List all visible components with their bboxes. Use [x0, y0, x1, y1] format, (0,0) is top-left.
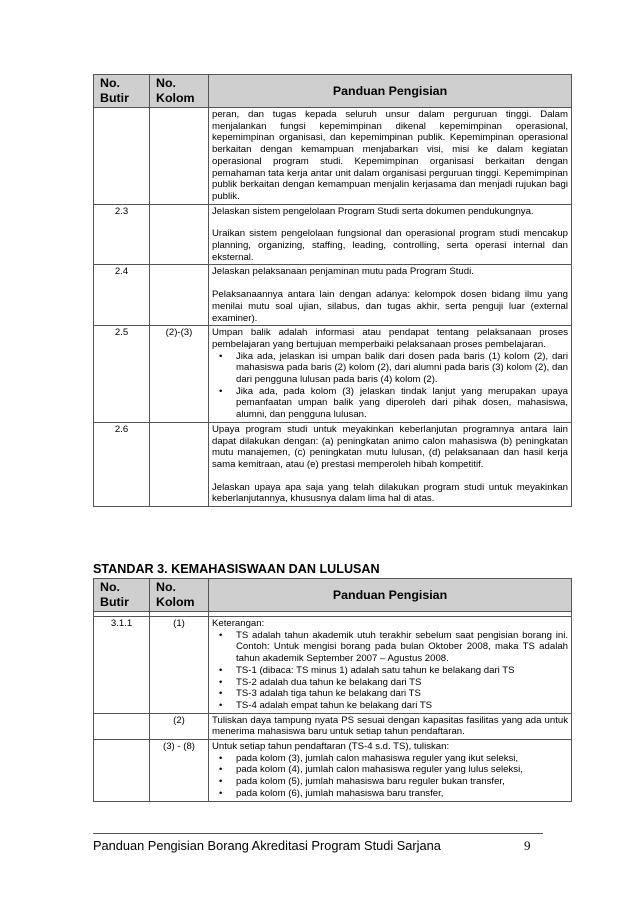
guidance-paragraph: Pelaksanaannya antara lain dengan adanya: kelompok dosen bidang ilmu yang menilai mutu soal ujian, silabus, dan tugas akhir, serta penguji luar (external examiner). — [212, 289, 568, 324]
guidance-table-standar-3 — [93, 578, 572, 802]
cell-panduan — [209, 326, 572, 423]
cell-no-butir: 2.5 — [94, 326, 150, 423]
header-no-kolom: No. Kolom — [150, 579, 209, 612]
table-row — [94, 422, 572, 506]
table-row — [94, 326, 572, 423]
cell-no-butir — [94, 108, 150, 205]
guidance-paragraph: Upaya program studi untuk meyakinkan keberlanjutan programnya antara lain dapat dilakukan dengan: (a) peningkatan animo calon mahasiswa (b) peningkatan mutu manajemen, (c) peningkatan mutu lulusan, (d) pelaksanaan dan hasil kerja sama kemitraan, atau (e) prestasi memperoleh hibah kompetitif. — [212, 423, 568, 470]
bullet-item: • TS-1 (dibaca: TS minus 1) adalah satu tahun ke belakang dari TS — [212, 665, 568, 677]
cell-panduan — [209, 108, 572, 205]
bullet-item: • TS-2 adalah dua tahun ke belakang dari TS — [212, 677, 568, 689]
section-title: STANDAR 3. KEMAHASISWAAN DAN LULUSAN — [93, 562, 380, 576]
table-row — [94, 204, 572, 265]
table-body — [94, 612, 572, 802]
bullet-item: • Jika ada, jelaskan isi umpan balik dari dosen pada baris (1) kolom (2), dari mahasiswa pada baris (2) kolom (2), dari alumni pada baris (3) kolom (2), dan dari pengguna lulusan pada baris (4) kolom (2). — [212, 351, 568, 386]
cell-panduan — [209, 713, 572, 739]
cell-no-butir: 3.1.1 — [94, 617, 150, 714]
bullet-item: • pada kolom (6), jumlah mahasiswa baru transfer, — [212, 788, 568, 800]
bullet-list — [212, 630, 568, 712]
table-row — [94, 265, 572, 326]
bullet-item: • TS-4 adalah empat tahun ke belakang dari TS — [212, 700, 568, 712]
cell-no-kolom — [150, 108, 209, 205]
page-number: 9 — [524, 838, 531, 853]
cell-no-butir — [94, 713, 150, 739]
cell-panduan — [209, 740, 572, 802]
cell-panduan — [209, 204, 572, 265]
cell-no-kolom — [150, 422, 209, 506]
table-row — [94, 108, 572, 205]
cell-no-kolom — [150, 265, 209, 326]
table-header-row — [94, 75, 572, 108]
guidance-paragraph: Jelaskan upaya apa saja yang telah dilakukan program studi untuk meyakinkan keberlanjutannya, khususnya dalam lima hal di atas. — [212, 481, 568, 505]
bullet-item: • Jika ada, pada kolom (3) jelaskan tindak lanjut yang merupakan upaya pemanfaatan umpan balik yang diperoleh dari pihak dosen, mahasiswa, alumni, dan pengguna lulusan. — [212, 386, 568, 421]
guidance-paragraph: Tuliskan daya tampung nyata PS sesuai dengan kapasitas fasilitas yang ada untuk menerima mahasiswa baru untuk setiap tahun pendaftaran. — [212, 714, 568, 738]
table-row — [94, 713, 572, 739]
cell-no-kolom — [150, 204, 209, 265]
bullet-list — [212, 753, 568, 800]
header-no-butir: No. Butir — [94, 579, 150, 612]
header-panduan: Panduan Pengisian — [209, 75, 572, 108]
table-row — [94, 740, 572, 802]
cell-no-kolom: (3) - (8) — [150, 740, 209, 802]
footer-divider — [93, 833, 543, 834]
cell-no-butir — [94, 740, 150, 802]
bullet-item: • TS-3 adalah tiga tahun ke belakang dari TS — [212, 688, 568, 700]
header-panduan: Panduan Pengisian — [209, 579, 572, 612]
cell-no-butir: 2.3 — [94, 204, 150, 265]
table-header-row — [94, 579, 572, 612]
cell-no-butir: 2.4 — [94, 265, 150, 326]
header-no-kolom: No. Kolom — [150, 75, 209, 108]
bullet-item: • pada kolom (5), jumlah mahasiswa baru reguler bukan transfer, — [212, 776, 568, 788]
bullet-list — [212, 351, 568, 421]
guidance-table-standar-2 — [93, 74, 572, 507]
guidance-paragraph: peran, dan tugas kepada seluruh unsur dalam perguruan tinggi. Dalam menjalankan fungsi kepemimpinan dikenal kepemimpinan operasional, kepemimpinan organisasi, dan kepemimpinan publik. Kepemimpinan operasional berkaitan dengan kemampuan menjabarkan visi, misi ke dalam kegiatan operasional program studi. Kepemimpinan organisasi berkaitan dengan pemahaman tata kerja antar unit dalam organisasi perguruan tinggi. Kepemimpinan publik berkaitan dengan kemampuan menjalin kerjasama dan menjadi rujukan bagi publik. — [212, 109, 568, 202]
header-no-butir: No. Butir — [94, 75, 150, 108]
bullet-item: • pada kolom (3), jumlah calon mahasiswa reguler yang ikut seleksi, — [212, 753, 568, 765]
table-body — [94, 108, 572, 507]
guidance-paragraph: Jelaskan pelaksanaan penjaminan mutu pada Program Studi. — [212, 266, 474, 278]
cell-no-kolom: (2)-(3) — [150, 326, 209, 423]
bullet-item: • TS adalah tahun akademik utuh terakhir sebelum saat pengisian borang ini. Contoh: Untuk mengisi borang pada bulan Oktober 2008, maka TS adalah tahun akademik September 2007 – Agustus 2008. — [212, 630, 568, 665]
cell-no-kolom: (2) — [150, 713, 209, 739]
bullet-item: • pada kolom (4), jumlah calon mahasiswa reguler yang lulus seleksi, — [212, 764, 568, 776]
cell-panduan — [209, 422, 572, 506]
table-row — [94, 617, 572, 714]
guidance-paragraph: Keterangan: — [212, 618, 265, 629]
guidance-paragraph: Umpan balik adalah informasi atau pendapat tentang pelaksanaan proses pembelajaran yang bertujuan memperbaiki pelaksanaan proses pembelajaran. — [212, 327, 568, 350]
cell-panduan — [209, 617, 572, 714]
footer-title: Panduan Pengisian Borang Akreditasi Program Studi Sarjana — [93, 838, 441, 853]
guidance-paragraph: Jelaskan sistem pengelolaan Program Studi serta dokumen pendukungnya. — [212, 205, 534, 217]
cell-no-butir: 2.6 — [94, 422, 150, 506]
cell-no-kolom: (1) — [150, 617, 209, 714]
cell-panduan — [209, 265, 572, 326]
guidance-paragraph: Untuk setiap tahun pendaftaran (TS-4 s.d. TS), tuliskan: — [212, 741, 450, 753]
guidance-paragraph: Uraikan sistem pengelolaan fungsional dan operasional program studi mencakup planning, organizing, staffing, leading, controlling, serta operasi internal dan eksternal. — [212, 228, 568, 263]
